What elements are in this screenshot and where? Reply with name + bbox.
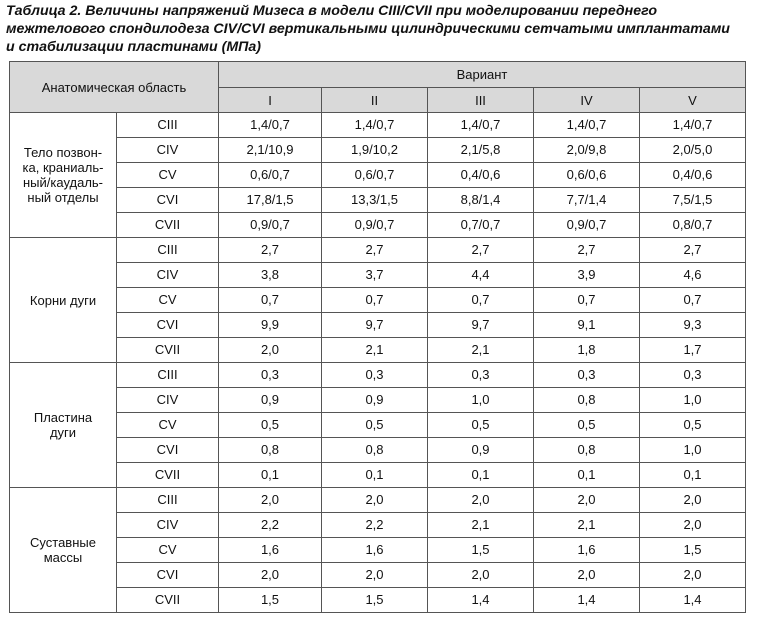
value-cell: 1,4/0,7 <box>322 113 428 138</box>
value-cell: 0,5 <box>219 413 322 438</box>
area-label-line: ный отделы <box>27 190 99 205</box>
value-cell: 2,0 <box>322 563 428 588</box>
value-cell: 0,3 <box>640 363 746 388</box>
table-row <box>10 213 746 238</box>
table-row <box>10 538 746 563</box>
caption-line: межтелового спондилодеза CIV/CVI вертикальными цилиндрическими сетчатыми имплантатами <box>6 21 730 37</box>
header-variant-3: III <box>428 88 534 113</box>
header-variant-4: IV <box>534 88 640 113</box>
value-cell: 2,0 <box>219 563 322 588</box>
value-cell: 0,9/0,7 <box>322 213 428 238</box>
value-cell: 4,4 <box>428 263 534 288</box>
value-cell: 2,0 <box>534 488 640 513</box>
value-cell: 1,6 <box>322 538 428 563</box>
header-area: Анатомическая область <box>10 62 219 113</box>
value-cell: 1,0 <box>640 438 746 463</box>
value-cell: 2,0 <box>640 513 746 538</box>
value-cell: 1,5 <box>322 588 428 613</box>
vertebra-cell: CIII <box>117 363 219 388</box>
value-cell: 0,7 <box>322 288 428 313</box>
value-cell: 2,1 <box>534 513 640 538</box>
vertebra-cell: CIII <box>117 238 219 263</box>
value-cell: 1,0 <box>428 388 534 413</box>
value-cell: 0,1 <box>534 463 640 488</box>
value-cell: 2,7 <box>640 238 746 263</box>
caption-line: и стабилизации пластинами (МПа) <box>6 39 261 55</box>
vertebra-cell: CV <box>117 288 219 313</box>
vertebra-cell: CVI <box>117 188 219 213</box>
area-cell <box>10 363 117 488</box>
value-cell: 0,3 <box>428 363 534 388</box>
value-cell: 1,5 <box>428 538 534 563</box>
value-cell: 0,7/0,7 <box>428 213 534 238</box>
value-cell: 0,6/0,7 <box>219 163 322 188</box>
value-cell: 0,9 <box>219 388 322 413</box>
value-cell: 0,4/0,6 <box>428 163 534 188</box>
value-cell: 2,0 <box>219 338 322 363</box>
value-cell: 0,8 <box>219 438 322 463</box>
table-row <box>10 413 746 438</box>
vertebra-cell: CVII <box>117 588 219 613</box>
value-cell: 0,3 <box>534 363 640 388</box>
value-cell: 2,0 <box>534 563 640 588</box>
value-cell: 0,9 <box>322 388 428 413</box>
value-cell: 0,4/0,6 <box>640 163 746 188</box>
value-cell: 0,3 <box>219 363 322 388</box>
area-label-line: Корни дуги <box>29 292 97 308</box>
stress-table <box>9 61 746 613</box>
value-cell: 0,3 <box>322 363 428 388</box>
value-cell: 1,4 <box>640 588 746 613</box>
table-row <box>10 288 746 313</box>
vertebra-cell: CVII <box>117 213 219 238</box>
vertebra-cell: CIII <box>117 488 219 513</box>
value-cell: 3,9 <box>534 263 640 288</box>
value-cell: 1,7 <box>640 338 746 363</box>
area-cell <box>10 238 117 363</box>
value-cell: 1,4 <box>428 588 534 613</box>
value-cell: 0,5 <box>534 413 640 438</box>
vertebra-cell: CIV <box>117 138 219 163</box>
table-row <box>10 388 746 413</box>
value-cell: 2,7 <box>534 238 640 263</box>
value-cell: 7,5/1,5 <box>640 188 746 213</box>
value-cell: 1,4/0,7 <box>219 113 322 138</box>
value-cell: 2,0 <box>640 488 746 513</box>
area-label-line: ка, краниаль- <box>22 160 104 175</box>
value-cell: 0,1 <box>640 463 746 488</box>
table-row <box>10 238 746 263</box>
value-cell: 1,4/0,7 <box>534 113 640 138</box>
table-row <box>10 263 746 288</box>
value-cell: 0,9/0,7 <box>219 213 322 238</box>
vertebra-cell: CV <box>117 163 219 188</box>
value-cell: 0,7 <box>640 288 746 313</box>
value-cell: 1,0 <box>640 388 746 413</box>
table-row <box>10 113 746 138</box>
area-label-line: Тело позвон- <box>23 145 103 160</box>
value-cell: 9,1 <box>534 313 640 338</box>
vertebra-cell: CVI <box>117 563 219 588</box>
caption-line: Таблица 2. Величины напряжений Мизеса в модели CIII/CVII при моделировании переднего <box>6 3 658 19</box>
value-cell: 3,8 <box>219 263 322 288</box>
value-cell: 0,1 <box>322 463 428 488</box>
value-cell: 0,9 <box>428 438 534 463</box>
table-row <box>10 163 746 188</box>
value-cell: 0,7 <box>534 288 640 313</box>
table-caption <box>6 2 756 56</box>
value-cell: 4,6 <box>640 263 746 288</box>
area-cell <box>10 488 117 613</box>
value-cell: 1,4 <box>534 588 640 613</box>
value-cell: 1,8 <box>534 338 640 363</box>
value-cell: 9,7 <box>322 313 428 338</box>
vertebra-cell: CIV <box>117 388 219 413</box>
value-cell: 2,0/9,8 <box>534 138 640 163</box>
value-cell: 17,8/1,5 <box>219 188 322 213</box>
value-cell: 2,7 <box>428 238 534 263</box>
value-cell: 0,5 <box>640 413 746 438</box>
value-cell: 2,7 <box>219 238 322 263</box>
vertebra-cell: CIII <box>117 113 219 138</box>
value-cell: 1,4/0,7 <box>428 113 534 138</box>
vertebra-cell: CVI <box>117 438 219 463</box>
value-cell: 0,8/0,7 <box>640 213 746 238</box>
vertebra-cell: CVI <box>117 313 219 338</box>
value-cell: 2,1 <box>322 338 428 363</box>
value-cell: 0,9/0,7 <box>534 213 640 238</box>
area-label-line: Пластина <box>33 410 93 425</box>
table-row <box>10 588 746 613</box>
value-cell: 1,4/0,7 <box>640 113 746 138</box>
area-label-line: ный/каудаль- <box>22 175 104 190</box>
vertebra-cell: CIV <box>117 263 219 288</box>
value-cell: 2,1/10,9 <box>219 138 322 163</box>
vertebra-cell: CIV <box>117 513 219 538</box>
value-cell: 2,0 <box>428 488 534 513</box>
value-cell: 2,2 <box>219 513 322 538</box>
vertebra-cell: CVII <box>117 338 219 363</box>
value-cell: 0,5 <box>428 413 534 438</box>
value-cell: 9,9 <box>219 313 322 338</box>
value-cell: 0,8 <box>534 388 640 413</box>
table-body <box>10 113 746 613</box>
table-row <box>10 313 746 338</box>
area-label-line: дуги <box>49 425 77 440</box>
value-cell: 0,8 <box>322 438 428 463</box>
table-row <box>10 563 746 588</box>
vertebra-cell: CVII <box>117 463 219 488</box>
table-row <box>10 138 746 163</box>
value-cell: 13,3/1,5 <box>322 188 428 213</box>
value-cell: 3,7 <box>322 263 428 288</box>
value-cell: 0,6/0,6 <box>534 163 640 188</box>
value-cell: 0,6/0,7 <box>322 163 428 188</box>
area-cell <box>10 113 117 238</box>
value-cell: 0,1 <box>428 463 534 488</box>
value-cell: 0,7 <box>219 288 322 313</box>
table-row <box>10 438 746 463</box>
table-row <box>10 338 746 363</box>
value-cell: 0,8 <box>534 438 640 463</box>
value-cell: 0,1 <box>219 463 322 488</box>
value-cell: 1,5 <box>640 538 746 563</box>
value-cell: 2,0 <box>219 488 322 513</box>
value-cell: 8,8/1,4 <box>428 188 534 213</box>
value-cell: 7,7/1,4 <box>534 188 640 213</box>
vertebra-cell: CV <box>117 413 219 438</box>
value-cell: 2,1/5,8 <box>428 138 534 163</box>
value-cell: 2,0 <box>322 488 428 513</box>
value-cell: 1,6 <box>219 538 322 563</box>
value-cell: 2,0/5,0 <box>640 138 746 163</box>
value-cell: 2,2 <box>322 513 428 538</box>
table-row <box>10 463 746 488</box>
value-cell: 1,9/10,2 <box>322 138 428 163</box>
header-variant-1: I <box>219 88 322 113</box>
value-cell: 1,6 <box>534 538 640 563</box>
header-variant-5: V <box>640 88 746 113</box>
area-label-line: Суставные <box>30 535 96 550</box>
table-row <box>10 513 746 538</box>
value-cell: 0,7 <box>428 288 534 313</box>
value-cell: 9,3 <box>640 313 746 338</box>
table-row <box>10 488 746 513</box>
value-cell: 2,0 <box>640 563 746 588</box>
value-cell: 2,0 <box>428 563 534 588</box>
table-row <box>10 363 746 388</box>
header-variant: Вариант <box>219 62 746 88</box>
value-cell: 0,5 <box>322 413 428 438</box>
vertebra-cell: CV <box>117 538 219 563</box>
value-cell: 1,5 <box>219 588 322 613</box>
value-cell: 2,7 <box>322 238 428 263</box>
value-cell: 2,1 <box>428 338 534 363</box>
value-cell: 9,7 <box>428 313 534 338</box>
value-cell: 2,1 <box>428 513 534 538</box>
table-row <box>10 188 746 213</box>
area-label-line: массы <box>43 550 83 565</box>
header-variant-2: II <box>322 88 428 113</box>
